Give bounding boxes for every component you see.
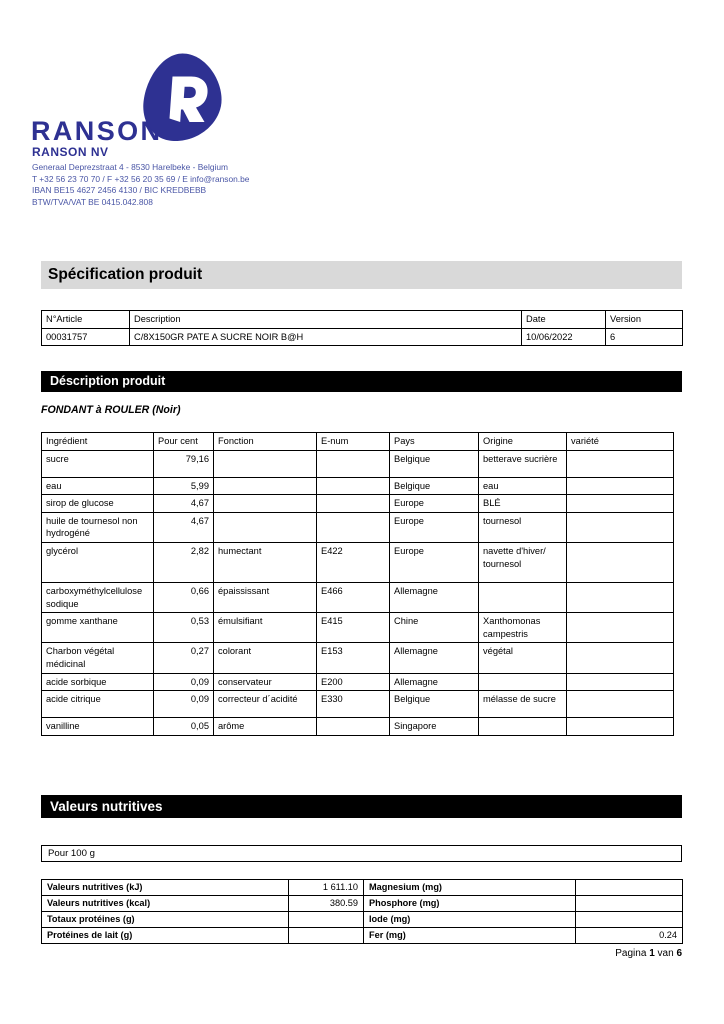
cell-r7-c0: Charbon végétal médicinal: [42, 643, 154, 673]
cell-r10-c4: Singapore: [390, 718, 479, 736]
cell-r8-c4: Allemagne: [390, 673, 479, 691]
cell-r10-c1: 0,05: [154, 718, 214, 736]
cell-r6-c6: [567, 613, 674, 643]
cell-r0-c6: [567, 450, 674, 477]
cell-r8-c5: [479, 673, 567, 691]
letterhead: [31, 50, 331, 220]
cell-r6-c1: 0,53: [154, 613, 214, 643]
cell-r2-c6: [567, 495, 674, 513]
cell-r1-c4: Belgique: [390, 477, 479, 495]
cell-r5-c3: E466: [317, 582, 390, 612]
cell-r9-c1: 0,09: [154, 691, 214, 718]
cell-r6-c3: E415: [317, 613, 390, 643]
cell-r7-c5: végétal: [479, 643, 567, 673]
cell-r3-c3: [317, 512, 390, 542]
table-row: [42, 495, 674, 513]
cell-r0-c1: 79,16: [154, 450, 214, 477]
cell-nutrition-r2-c0: Totaux protéines (g): [42, 912, 289, 928]
cell-r0-c5: betterave sucrière: [479, 450, 567, 477]
cell-r5-c5: [479, 582, 567, 612]
cell-nutrition-r2-c1: [289, 912, 364, 928]
cell-r8-c2: conservateur: [214, 673, 317, 691]
cell-r4-c3: E422: [317, 542, 390, 582]
cell-nutrition-r0-c0: Valeurs nutritives (kJ): [42, 880, 289, 896]
cell-r7-c4: Allemagne: [390, 643, 479, 673]
cell-r3-c2: [214, 512, 317, 542]
cell-r6-c0: gomme xanthane: [42, 613, 154, 643]
cell-r6-c4: Chine: [390, 613, 479, 643]
col-header-5: Origine: [479, 433, 567, 451]
cell-r5-c4: Allemagne: [390, 582, 479, 612]
cell-r2-c5: BLÉ: [479, 495, 567, 513]
table-row: [42, 896, 683, 912]
col-header-date: Date: [522, 311, 606, 329]
cell-r10-c3: [317, 718, 390, 736]
portion-label: Pour 100 g: [41, 845, 682, 862]
company-contact-block: [32, 162, 249, 208]
cell-r2-c4: Europe: [390, 495, 479, 513]
cell-r8-c3: E200: [317, 673, 390, 691]
col-header-version: Version: [606, 311, 683, 329]
cell-r4-c1: 2,82: [154, 542, 214, 582]
col-header-0: Ingrédient: [42, 433, 154, 451]
cell-nutrition-r3-c1: [289, 928, 364, 944]
cell-r10-c0: vanilline: [42, 718, 154, 736]
footer-total-pages: 6: [676, 948, 682, 959]
footer-page-number: 1: [649, 948, 655, 959]
table-row: [42, 718, 674, 736]
footer-prefix: Pagina: [615, 948, 650, 959]
cell-nutrition-r3-c0: Protéines de lait (g): [42, 928, 289, 944]
cell-r3-c5: tournesol: [479, 512, 567, 542]
cell-article-version: 6: [606, 328, 683, 346]
col-header-article: N°Article: [42, 311, 130, 329]
cell-r0-c2: [214, 450, 317, 477]
cell-r0-c0: sucre: [42, 450, 154, 477]
cell-r3-c4: Europe: [390, 512, 479, 542]
table-row: [42, 613, 674, 643]
cell-nutrition-r0-c2: Magnesium (mg): [364, 880, 576, 896]
cell-r2-c2: [214, 495, 317, 513]
cell-nutrition-r3-c2: Fer (mg): [364, 928, 576, 944]
cell-r10-c2: arôme: [214, 718, 317, 736]
cell-r7-c2: colorant: [214, 643, 317, 673]
col-header-description: Description: [130, 311, 522, 329]
contact-bank: IBAN BE15 4627 2456 4130 / BIC KREDBEBB: [32, 185, 207, 196]
cell-r2-c1: 4,67: [154, 495, 214, 513]
section-header-nutrition: Valeurs nutritives: [41, 795, 682, 818]
cell-r1-c2: [214, 477, 317, 495]
table-row: [42, 643, 674, 673]
contact-address: Generaal Deprezstraat 4 - 8530 Harelbeke - Belgium: [32, 162, 228, 172]
table-row: [42, 328, 683, 346]
cell-r9-c5: mélasse de sucre: [479, 691, 567, 718]
cell-r1-c0: eau: [42, 477, 154, 495]
cell-nutrition-r0-c1: 1 611.10: [289, 880, 364, 896]
cell-r8-c1: 0,09: [154, 673, 214, 691]
page-footer: [615, 948, 682, 959]
cell-r2-c0: sirop de glucose: [42, 495, 154, 513]
table-row: [42, 582, 674, 612]
cell-r1-c5: eau: [479, 477, 567, 495]
cell-article-number: 00031757: [42, 328, 130, 346]
cell-r4-c5: navette d'hiver/ tournesol: [479, 542, 567, 582]
cell-r6-c2: émulsifiant: [214, 613, 317, 643]
table-row-header: [42, 433, 674, 451]
section-header-description: Déscription produit: [41, 371, 682, 392]
nutrition-table: [41, 879, 683, 944]
col-header-4: Pays: [390, 433, 479, 451]
cell-nutrition-r0-c3: [576, 880, 683, 896]
cell-nutrition-r1-c1: 380.59: [289, 896, 364, 912]
cell-r8-c0: acide sorbique: [42, 673, 154, 691]
cell-r9-c2: correcteur d´acidité: [214, 691, 317, 718]
cell-r9-c0: acide citrique: [42, 691, 154, 718]
cell-r3-c1: 4,67: [154, 512, 214, 542]
cell-r4-c0: glycérol: [42, 542, 154, 582]
table-row-header: [42, 311, 683, 329]
col-header-2: Fonction: [214, 433, 317, 451]
cell-r5-c6: [567, 582, 674, 612]
company-wordmark: RANSON: [31, 116, 163, 146]
cell-nutrition-r2-c2: Iode (mg): [364, 912, 576, 928]
cell-r7-c3: E153: [317, 643, 390, 673]
cell-r1-c1: 5,99: [154, 477, 214, 495]
footer-middle: van: [654, 948, 677, 959]
table-row: [42, 673, 674, 691]
cell-r1-c3: [317, 477, 390, 495]
table-row: [42, 880, 683, 896]
table-row: [42, 512, 674, 542]
page-title: Spécification produit: [41, 261, 682, 289]
contact-vat: BTW/TVA/VAT BE 0415.042.808: [32, 196, 153, 207]
contact-phone: T +32 56 23 70 70 / F +32 56 20 35 69 / E info@ranson.be: [32, 173, 250, 184]
product-subtitle: FONDANT à ROULER (Noir): [41, 404, 181, 416]
cell-article-description: C/8X150GR PATE A SUCRE NOIR B@H: [130, 328, 522, 346]
cell-article-date: 10/06/2022: [522, 328, 606, 346]
cell-nutrition-r1-c0: Valeurs nutritives (kcal): [42, 896, 289, 912]
cell-r3-c0: huile de tournesol non hydrogéné: [42, 512, 154, 542]
cell-r1-c6: [567, 477, 674, 495]
cell-nutrition-r1-c3: [576, 896, 683, 912]
cell-r4-c4: Europe: [390, 542, 479, 582]
table-row: [42, 691, 674, 718]
cell-r2-c3: [317, 495, 390, 513]
table-row: [42, 477, 674, 495]
table-row: [42, 928, 683, 944]
cell-r3-c6: [567, 512, 674, 542]
ingredient-table: [41, 432, 674, 736]
col-header-1: Pour cent: [154, 433, 214, 451]
cell-r0-c4: Belgique: [390, 450, 479, 477]
col-header-3: E-num: [317, 433, 390, 451]
table-row: [42, 450, 674, 477]
cell-nutrition-r1-c2: Phosphore (mg): [364, 896, 576, 912]
table-row: [42, 542, 674, 582]
cell-r10-c6: [567, 718, 674, 736]
cell-nutrition-r2-c3: [576, 912, 683, 928]
cell-r9-c6: [567, 691, 674, 718]
cell-r8-c6: [567, 673, 674, 691]
table-row: [42, 912, 683, 928]
article-table: [41, 310, 683, 346]
cell-r6-c5: Xanthomonas campestris: [479, 613, 567, 643]
cell-nutrition-r3-c3: 0.24: [576, 928, 683, 944]
cell-r10-c5: [479, 718, 567, 736]
cell-r5-c0: carboxyméthylcellulose sodique: [42, 582, 154, 612]
company-legal-name: RANSON NV: [32, 145, 109, 159]
cell-r0-c3: [317, 450, 390, 477]
cell-r5-c2: épaississant: [214, 582, 317, 612]
cell-r7-c6: [567, 643, 674, 673]
cell-r5-c1: 0,66: [154, 582, 214, 612]
col-header-6: variété: [567, 433, 674, 451]
cell-r4-c2: humectant: [214, 542, 317, 582]
cell-r7-c1: 0,27: [154, 643, 214, 673]
cell-r9-c3: E330: [317, 691, 390, 718]
cell-r9-c4: Belgique: [390, 691, 479, 718]
cell-r4-c6: [567, 542, 674, 582]
